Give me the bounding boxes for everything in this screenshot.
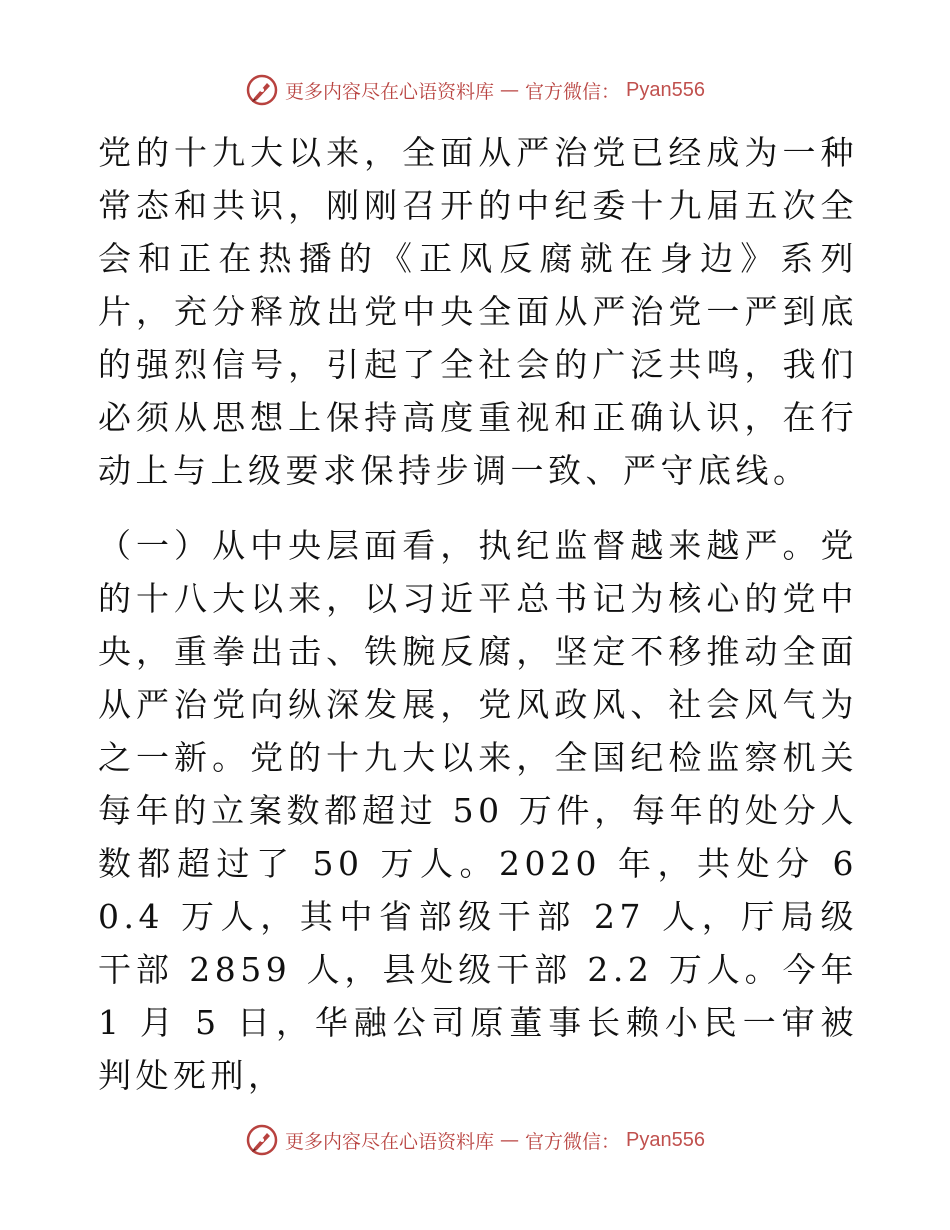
watermark-separator: —	[500, 1129, 520, 1151]
watermark-site-text: 更多内容尽在心语资料库	[285, 1130, 495, 1153]
pen-circle-logo-icon	[245, 73, 279, 107]
watermark-separator: —	[500, 79, 520, 101]
watermark-site-text: 更多内容尽在心语资料库	[285, 80, 495, 103]
watermark-official-text: 官方微信：	[525, 80, 621, 103]
document-body	[98, 126, 858, 1102]
pen-circle-logo-icon	[245, 1123, 279, 1157]
header-watermark	[0, 70, 950, 110]
body-paragraph-1: 党的十九大以来，全面从严治党已经成为一种常态和共识，刚刚召开的中纪委十九届五次全会和正在热播的《正风反腐就在身边》系列片，充分释放出党中央全面从严治党一严到底的强烈信号，引起了全社会的广泛共鸣，我们必须从思想上保持高度重视和正确认识，在行动上与上级要求保持步调一致、严守底线。	[98, 133, 858, 490]
watermark-wechat-id: Pyan556	[626, 78, 705, 101]
watermark-wechat-id: Pyan556	[626, 1128, 705, 1151]
body-paragraph-2: （一）从中央层面看，执纪监督越来越严。党的十八大以来，以习近平总书记为核心的党中央，重拳出击、铁腕反腐，坚定不移推动全面从严治党向纵深发展，党风政风、社会风气为之一新。党的十九大以来，全国纪检监察机关每年的立案数都超过 50 万件，每年的处分人数都超过了 50 万人。2020 年，共处分 60.4 万人，其中省部级干部 27 人，厅局级干部 2859 人，县处级干部 2.2 万人。今年 1 月 5 日，华融公司原董事长赖小民一审被判处死刑，	[98, 526, 858, 1095]
watermark-official-text: 官方微信：	[525, 1130, 621, 1153]
footer-watermark	[0, 1120, 950, 1160]
